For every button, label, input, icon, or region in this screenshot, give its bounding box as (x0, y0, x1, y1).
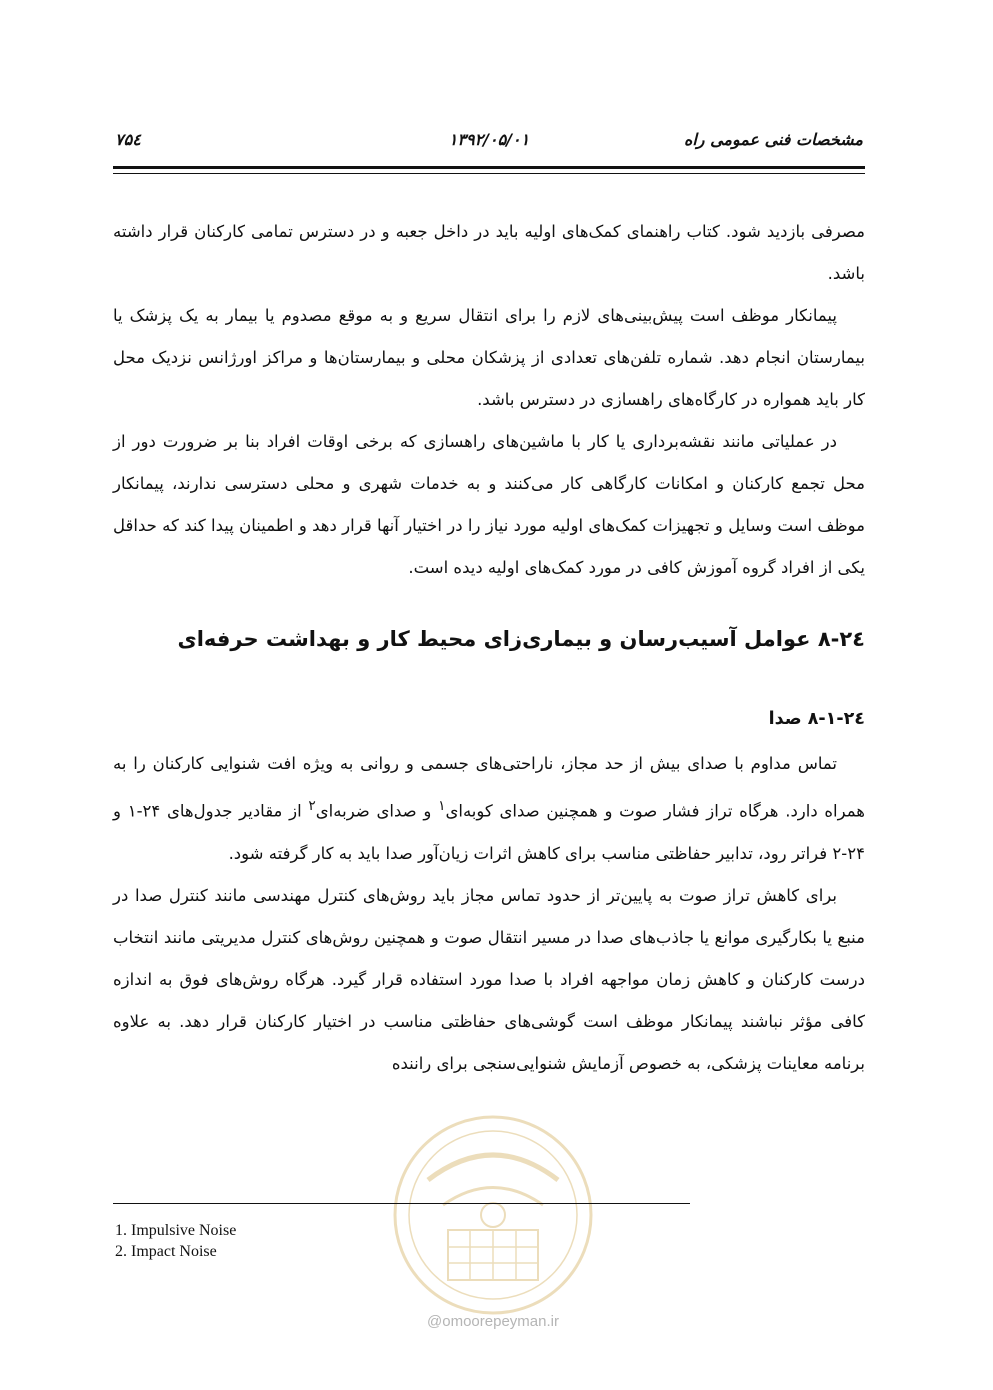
paragraph: در عملیاتی مانند نقشه‌برداری یا کار با ماشین‌های راهسازی که برخی اوقات افراد بنا بر ضرورت دور از محل تجمع کارکنان و امکانات کارگاهی کار می‌کنند و به خدمات شهری و محلی دسترسی ندارند، پیمانکار موظف است وسایل و تجهیزات کمک‌های اولیه مورد نیاز را در اختیار آنها قرار دهد و اطمینان پیدا کند که حداقل یکی از افراد گروه آموزش کافی در مورد کمک‌های اولیه دیده است. (113, 432, 865, 577)
main-text (113, 211, 865, 1085)
page-number: ۷۵٤ (115, 130, 141, 149)
paragraph: پیمانکار موظف است پیش‌بینی‌های لازم را برای انتقال سریع و به موقع مصدوم یا بیمار به یک پزشک یا بیمارستان انجام دهد. شماره تلفن‌های تعدادی از پزشکان محلی و بیمارستان‌ها و مراکز اورژانس نزدیک محل کار باید همواره در کارگاه‌های راهسازی در دسترس باشد. (113, 306, 865, 409)
paragraph: برای کاهش تراز صوت به پایین‌تر از حدود تماس مجاز باید روش‌های کنترل مهندسی مانند کنترل صدا در منبع یا بکارگیری موانع یا جاذب‌های صدا در مسیر انتقال صوت و همچنین روش‌های کنترل مدیریتی مانند انتخاب درست کارکنان و کاهش زمان مواجهه افراد با صدا مورد استفاده قرار گیرد. هرگاه روش‌های فوق به اندازه کافی مؤثر نباشند پیمانکار موظف است گوشی‌های حفاظتی مناسب در اختیار کارکنان قرار دهد. به علاوه برنامه معاینات پزشکی، به خصوص آزمایش شنوایی‌سنجی برای راننده (113, 885, 865, 1073)
paragraph-text: تماس مداوم با صدای بیش از حد مجاز، ناراحتی‌های جسمی و روانی به ویژه افت شنوایی کارکنان را به همراه دارد. هرگاه تراز فشار صوت و همچنین صدای کوبه‌ای (113, 754, 865, 821)
header-title: مشخصات فنی عمومی راه (683, 130, 863, 149)
footnote: 2. Impact Noise (115, 1243, 217, 1260)
section-heading: ۲٤-۸ عوامل آسیب‌رسان و بیماری‌زای محیط کار و بهداشت حرفه‌ای (177, 627, 865, 651)
header-rule-thick (113, 166, 865, 169)
paragraph (113, 743, 865, 875)
paragraph-text: از مقادیر جدول‌های ۲۴-۱ و ۲۴-۲ فراتر رود، تدابیر حفاظتی مناسب برای کاهش اثرات زیان‌آور صدا باید به کار گرفته شود. (113, 801, 865, 863)
watermark-url: @omoorepeyman.ir (427, 1313, 559, 1330)
footnote: 1. Impulsive Noise (115, 1222, 237, 1239)
paragraph: مصرفی بازدید شود. کتاب راهنمای کمک‌های اولیه باید در داخل جعبه و در دسترس تمامی کارکنان قرار داشته باشد. (113, 222, 865, 283)
header-rule-thin (113, 173, 865, 174)
paragraph-text: و صدای ضربه‌ای (315, 801, 439, 821)
page-header (115, 130, 863, 156)
header-date: ۱۳۹۲/۰۵/۰۱ (448, 130, 530, 149)
footnotes (115, 1220, 515, 1262)
footnote-ref: ۲ (308, 798, 316, 814)
footnote-ref: ۱ (438, 798, 446, 814)
watermark-seal (388, 1110, 598, 1320)
subsection-heading: ۲٤-۸-۱ صدا (768, 709, 865, 729)
footnote-rule (113, 1203, 690, 1204)
